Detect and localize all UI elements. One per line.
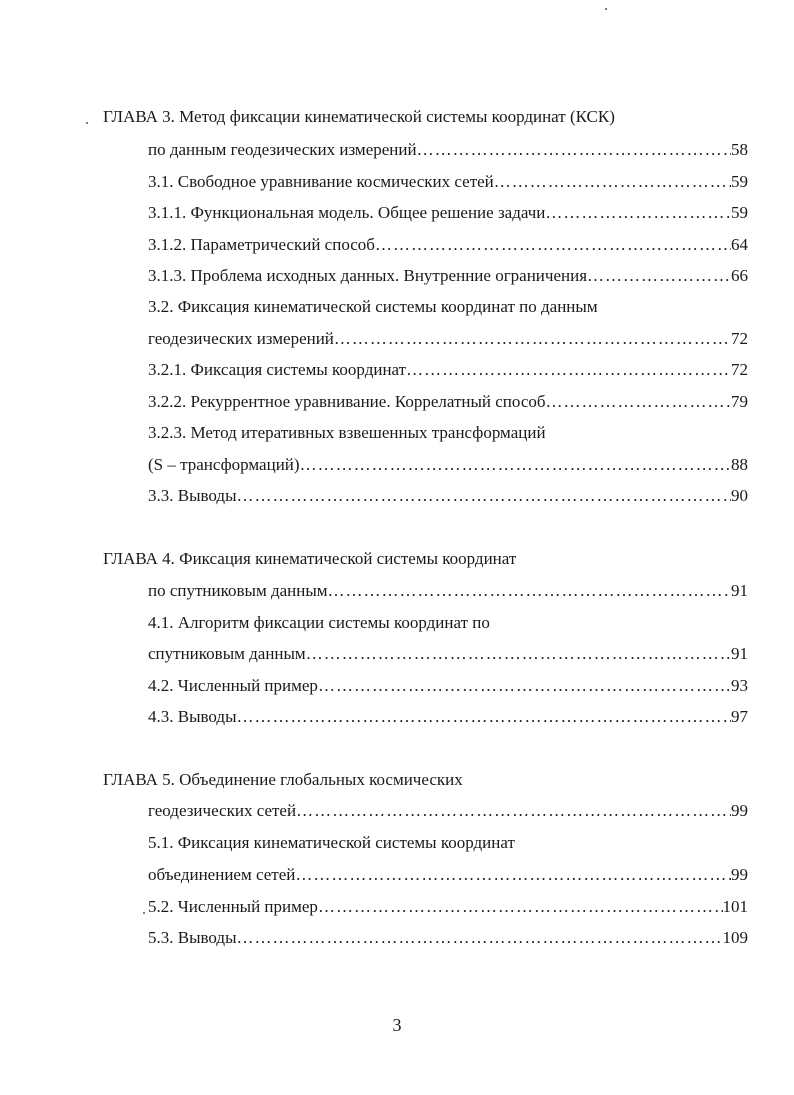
toc-entry-page: 99 bbox=[731, 865, 748, 884]
toc-leader-dots bbox=[318, 896, 723, 918]
chapter-heading: ГЛАВА 3. Метод фиксации кинематической системы координат (КСК) bbox=[103, 107, 615, 126]
toc-entry-title: 3.2.1. Фиксация системы координат bbox=[148, 360, 407, 379]
toc-entry bbox=[148, 864, 748, 886]
toc-entry-title: 3.3. Выводы bbox=[148, 486, 237, 505]
toc-entry-page: 72 bbox=[731, 360, 748, 379]
toc-entry-page: 58 bbox=[731, 140, 748, 159]
toc-leader-dots bbox=[417, 139, 731, 161]
toc-entry-title: 4.3. Выводы bbox=[148, 707, 237, 726]
toc-leader-dots bbox=[296, 800, 731, 822]
toc-leader-dots bbox=[545, 202, 731, 224]
toc-entry bbox=[148, 265, 748, 287]
toc-entry bbox=[148, 896, 748, 918]
toc-leader-dots bbox=[334, 328, 731, 350]
toc-leader-dots bbox=[237, 485, 731, 507]
toc-entry bbox=[148, 800, 748, 822]
toc-entry-title: (S – трансформаций) bbox=[148, 455, 300, 474]
toc-entry bbox=[148, 485, 748, 507]
toc-entry-title: 3.2.2. Рекуррентное уравнивание. Коррелатный способ bbox=[148, 392, 546, 411]
toc-entry-title: 3.1.1. Функциональная модель. Общее решение задачи bbox=[148, 203, 546, 222]
toc-entry bbox=[148, 234, 748, 256]
toc-entry-title: по спутниковым данным bbox=[148, 581, 328, 600]
toc-entry-title: 3.2. Фиксация кинематической системы координат по данным bbox=[148, 297, 598, 316]
toc-entry-title: геодезических сетей bbox=[148, 801, 297, 820]
toc-entry bbox=[148, 927, 748, 949]
toc-entry-page: 59 bbox=[731, 203, 748, 222]
toc-leader-dots bbox=[375, 234, 731, 256]
toc-entry-page: 79 bbox=[731, 392, 748, 411]
toc-entry-title: 3.1. Свободное уравнивание космических сетей bbox=[148, 172, 494, 191]
toc-leader-dots bbox=[295, 864, 731, 886]
toc-leader-dots bbox=[546, 391, 731, 413]
toc-leader-dots bbox=[406, 359, 731, 381]
toc-entry-title: 4.1. Алгоритм фиксации системы координат по bbox=[148, 613, 490, 632]
toc-entry-title: объединением сетей bbox=[148, 865, 296, 884]
toc-entry-page: 90 bbox=[731, 486, 748, 505]
toc-entry-page: 88 bbox=[731, 455, 748, 474]
scan-speck bbox=[143, 912, 145, 914]
toc-entry bbox=[148, 675, 748, 697]
scan-speck bbox=[86, 122, 88, 124]
toc-entry-page: 93 bbox=[731, 676, 748, 695]
toc-leader-dots bbox=[306, 643, 731, 665]
toc-entry-page: 72 bbox=[731, 329, 748, 348]
toc-leader-dots bbox=[237, 706, 731, 728]
toc-entry-page: 59 bbox=[731, 172, 748, 191]
toc-entry-page: 97 bbox=[731, 707, 748, 726]
toc-entry-page: 109 bbox=[722, 928, 748, 947]
toc-entry bbox=[148, 202, 748, 224]
scan-speck bbox=[605, 8, 607, 10]
toc-entry-title: 5.2. Численный пример bbox=[148, 897, 318, 916]
toc-entry-title: 3.1.2. Параметрический способ bbox=[148, 235, 375, 254]
toc-entry-title: 3.1.3. Проблема исходных данных. Внутренние ограничения bbox=[148, 266, 588, 285]
toc-entry bbox=[148, 359, 748, 381]
toc-entry bbox=[148, 580, 748, 602]
toc-entry bbox=[148, 706, 748, 728]
toc-entry-page: 91 bbox=[731, 644, 748, 663]
toc-entry-page: 101 bbox=[722, 897, 748, 916]
toc-entry-title: 4.2. Численный пример bbox=[148, 676, 318, 695]
toc-entry-title: 3.2.3. Метод итеративных взвешенных трансформаций bbox=[148, 423, 546, 442]
toc-entry-title: 5.3. Выводы bbox=[148, 928, 237, 947]
toc-entry-title: 5.1. Фиксация кинематической системы координат bbox=[148, 833, 515, 852]
toc-leader-dots bbox=[237, 927, 723, 949]
toc-leader-dots bbox=[494, 171, 731, 193]
toc-entry-page: 99 bbox=[731, 801, 748, 820]
toc-leader-dots bbox=[318, 675, 731, 697]
toc-entry bbox=[148, 391, 748, 413]
toc-entry-page: 66 bbox=[731, 266, 748, 285]
toc-entry-title: геодезических измерений bbox=[148, 329, 334, 348]
toc-entry bbox=[148, 139, 748, 161]
toc-leader-dots bbox=[300, 454, 731, 476]
chapter-heading: ГЛАВА 4. Фиксация кинематической системы координат bbox=[103, 549, 517, 568]
toc-entry bbox=[148, 643, 748, 665]
page-number: 3 bbox=[392, 1015, 402, 1035]
chapter-heading: ГЛАВА 5. Объединение глобальных космических bbox=[103, 770, 463, 789]
toc-leader-dots bbox=[328, 580, 731, 602]
toc-entry-title: по данным геодезических измерений bbox=[148, 140, 417, 159]
toc-entry bbox=[148, 171, 748, 193]
toc-entry-page: 64 bbox=[731, 235, 748, 254]
toc-entry bbox=[148, 328, 748, 350]
toc-entry-page: 91 bbox=[731, 581, 748, 600]
toc-entry bbox=[148, 454, 748, 476]
toc-leader-dots bbox=[587, 265, 731, 287]
toc-entry-title: спутниковым данным bbox=[148, 644, 306, 663]
